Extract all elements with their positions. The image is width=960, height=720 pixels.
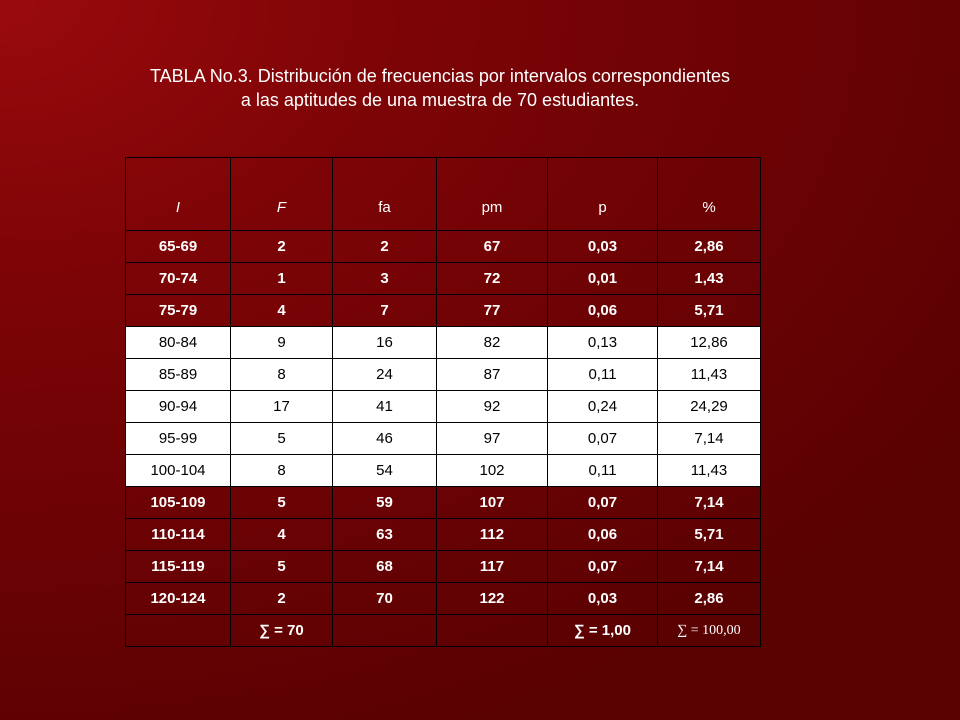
cell-proportion: 0,24 xyxy=(548,391,658,423)
table-row xyxy=(126,263,761,295)
cell-midpoint: 92 xyxy=(437,391,548,423)
cell-cumulative: 2 xyxy=(333,231,437,263)
cell-cumulative: 41 xyxy=(333,391,437,423)
cell-proportion: 0,07 xyxy=(548,551,658,583)
cell-interval: 120-124 xyxy=(126,583,231,615)
cell-percent: 7,14 xyxy=(658,487,761,519)
cell-interval: 110-114 xyxy=(126,519,231,551)
table-row xyxy=(126,231,761,263)
cell-frequency: 4 xyxy=(231,295,333,327)
table-header-row xyxy=(126,158,761,231)
table-row xyxy=(126,359,761,391)
cell-frequency: 2 xyxy=(231,231,333,263)
cell-midpoint: 107 xyxy=(437,487,548,519)
cell-frequency: 8 xyxy=(231,455,333,487)
cell-percent: 11,43 xyxy=(658,455,761,487)
header-proportion: p xyxy=(548,158,658,231)
header-percent: % xyxy=(658,158,761,231)
cell-proportion: 0,07 xyxy=(548,423,658,455)
cell-midpoint: 102 xyxy=(437,455,548,487)
cell-interval: 85-89 xyxy=(126,359,231,391)
cell-frequency: 2 xyxy=(231,583,333,615)
total-interval-empty xyxy=(126,615,231,647)
cell-percent: 2,86 xyxy=(658,583,761,615)
cell-percent: 7,14 xyxy=(658,423,761,455)
table-row xyxy=(126,295,761,327)
cell-percent: 12,86 xyxy=(658,327,761,359)
cell-percent: 5,71 xyxy=(658,295,761,327)
cell-proportion: 0,13 xyxy=(548,327,658,359)
cell-proportion: 0,03 xyxy=(548,583,658,615)
cell-proportion: 0,11 xyxy=(548,455,658,487)
totals-row xyxy=(126,615,761,647)
table-row xyxy=(126,423,761,455)
cell-cumulative: 3 xyxy=(333,263,437,295)
cell-midpoint: 87 xyxy=(437,359,548,391)
cell-proportion: 0,01 xyxy=(548,263,658,295)
header-cumulative-frequency: fa xyxy=(333,158,437,231)
caption-line-2: a las aptitudes de una muestra de 70 estudiantes. xyxy=(240,90,640,110)
total-percent: ∑ = 100,00 xyxy=(658,615,761,647)
cell-midpoint: 72 xyxy=(437,263,548,295)
cell-midpoint: 112 xyxy=(437,519,548,551)
cell-midpoint: 82 xyxy=(437,327,548,359)
cell-interval: 70-74 xyxy=(126,263,231,295)
header-interval: I xyxy=(126,158,231,231)
cell-midpoint: 67 xyxy=(437,231,548,263)
cell-frequency: 5 xyxy=(231,423,333,455)
cell-frequency: 5 xyxy=(231,487,333,519)
cell-cumulative: 7 xyxy=(333,295,437,327)
cell-frequency: 17 xyxy=(231,391,333,423)
total-proportion: ∑ = 1,00 xyxy=(548,615,658,647)
caption-line-1: TABLA No.3. Distribución de frecuencias por intervalos correspondientes xyxy=(150,66,730,86)
cell-midpoint: 117 xyxy=(437,551,548,583)
cell-midpoint: 97 xyxy=(437,423,548,455)
cell-proportion: 0,06 xyxy=(548,519,658,551)
cell-interval: 100-104 xyxy=(126,455,231,487)
cell-cumulative: 54 xyxy=(333,455,437,487)
cell-percent: 2,86 xyxy=(658,231,761,263)
cell-frequency: 4 xyxy=(231,519,333,551)
cell-proportion: 0,11 xyxy=(548,359,658,391)
table-row xyxy=(126,327,761,359)
cell-frequency: 5 xyxy=(231,551,333,583)
table-row xyxy=(126,583,761,615)
total-midpoint-empty xyxy=(437,615,548,647)
cell-cumulative: 59 xyxy=(333,487,437,519)
cell-frequency: 8 xyxy=(231,359,333,391)
cell-proportion: 0,03 xyxy=(548,231,658,263)
cell-percent: 11,43 xyxy=(658,359,761,391)
cell-interval: 115-119 xyxy=(126,551,231,583)
cell-frequency: 9 xyxy=(231,327,333,359)
table-row xyxy=(126,519,761,551)
cell-cumulative: 68 xyxy=(333,551,437,583)
cell-cumulative: 70 xyxy=(333,583,437,615)
cell-percent: 1,43 xyxy=(658,263,761,295)
cell-percent: 24,29 xyxy=(658,391,761,423)
cell-midpoint: 122 xyxy=(437,583,548,615)
cell-proportion: 0,07 xyxy=(548,487,658,519)
cell-percent: 7,14 xyxy=(658,551,761,583)
cell-cumulative: 46 xyxy=(333,423,437,455)
cell-interval: 90-94 xyxy=(126,391,231,423)
frequency-table xyxy=(125,157,761,647)
total-cumulative-empty xyxy=(333,615,437,647)
cell-interval: 95-99 xyxy=(126,423,231,455)
cell-interval: 75-79 xyxy=(126,295,231,327)
cell-cumulative: 16 xyxy=(333,327,437,359)
table-row xyxy=(126,455,761,487)
table-row xyxy=(126,551,761,583)
cell-percent: 5,71 xyxy=(658,519,761,551)
cell-interval: 105-109 xyxy=(126,487,231,519)
cell-proportion: 0,06 xyxy=(548,295,658,327)
table-row xyxy=(126,487,761,519)
cell-frequency: 1 xyxy=(231,263,333,295)
header-midpoint: pm xyxy=(437,158,548,231)
cell-cumulative: 24 xyxy=(333,359,437,391)
cell-midpoint: 77 xyxy=(437,295,548,327)
table-caption xyxy=(0,64,880,112)
cell-interval: 65-69 xyxy=(126,231,231,263)
table-row xyxy=(126,391,761,423)
total-frequency: ∑ = 70 xyxy=(231,615,333,647)
cell-interval: 80-84 xyxy=(126,327,231,359)
cell-cumulative: 63 xyxy=(333,519,437,551)
header-frequency: F xyxy=(231,158,333,231)
